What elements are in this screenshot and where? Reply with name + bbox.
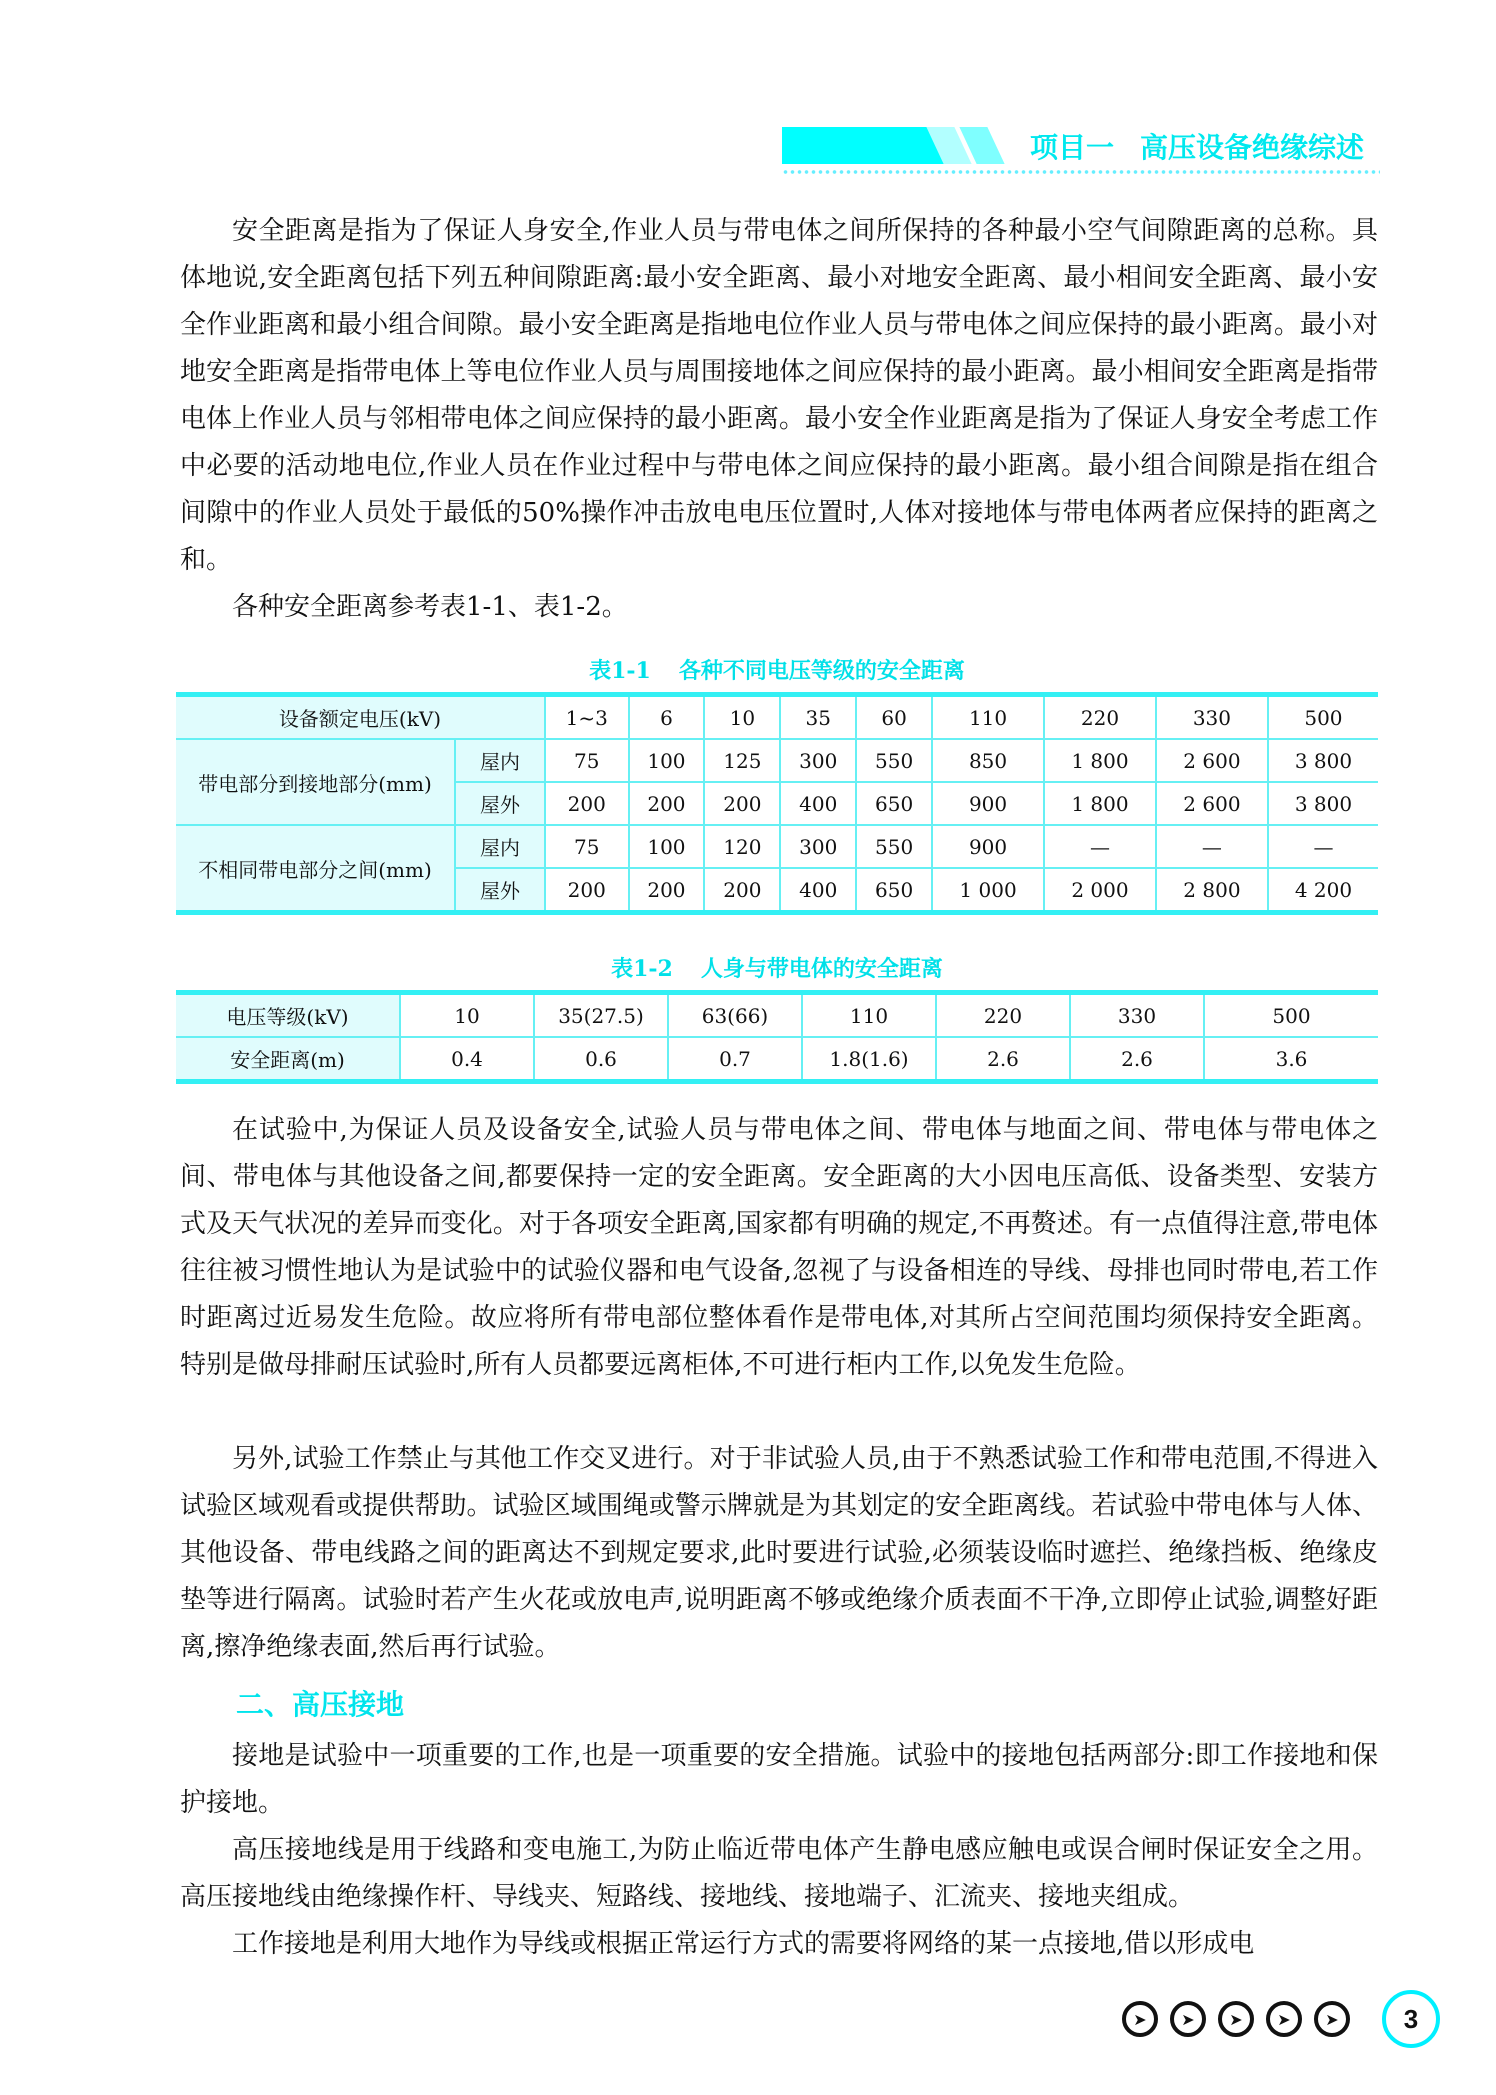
table-cell: — bbox=[1268, 825, 1378, 868]
arrow-circle-icon: ➤ bbox=[1266, 2001, 1302, 2037]
header-cell: 设备额定电压(kV) bbox=[176, 695, 545, 740]
header-cell: 330 bbox=[1156, 695, 1268, 740]
row-sub-label: 屋内 bbox=[455, 739, 545, 782]
header-cell: 10 bbox=[704, 695, 780, 740]
arrow-circle-icon: ➤ bbox=[1170, 2001, 1206, 2037]
table-row bbox=[176, 993, 1378, 1038]
table-cell: — bbox=[1044, 825, 1156, 868]
row-sub-label: 屋内 bbox=[455, 825, 545, 868]
row-label: 安全距离(m) bbox=[176, 1037, 400, 1082]
table-cell: 3.6 bbox=[1204, 1037, 1378, 1082]
paragraph: 高压接地线是用于线路和变电施工,为防止临近带电体产生静电感应触电或误合闸时保证安全之用。高压接地线由绝缘操作杆、导线夹、短路线、接地线、接地端子、汇流夹、接地夹组成。 bbox=[180, 1835, 1378, 1912]
arrow-circle-icon: ➤ bbox=[1314, 2001, 1350, 2037]
table-cell: 300 bbox=[780, 739, 856, 782]
header-cell: 110 bbox=[932, 695, 1044, 740]
table-row bbox=[176, 825, 1378, 868]
table-cell: 650 bbox=[856, 868, 932, 913]
table-cell: 550 bbox=[856, 739, 932, 782]
table-title: 各种不同电压等级的安全距离 bbox=[678, 658, 965, 684]
table-header-row bbox=[176, 695, 1378, 740]
header-cell: 220 bbox=[1044, 695, 1156, 740]
table-cell: 1 800 bbox=[1044, 739, 1156, 782]
table-cell: 35(27.5) bbox=[534, 993, 668, 1038]
table-cell: 3 800 bbox=[1268, 782, 1378, 825]
table-cell: 850 bbox=[932, 739, 1044, 782]
table-cell: 900 bbox=[932, 782, 1044, 825]
header-cell: 500 bbox=[1268, 695, 1378, 740]
table-cell: 4 200 bbox=[1268, 868, 1378, 913]
table-cell: 2.6 bbox=[1070, 1037, 1204, 1082]
table-cell: 3 800 bbox=[1268, 739, 1378, 782]
table-cell: 500 bbox=[1204, 993, 1378, 1038]
table-cell: 220 bbox=[936, 993, 1070, 1038]
table-cell: 200 bbox=[629, 868, 705, 913]
table-cell: 200 bbox=[629, 782, 705, 825]
table-cell: 200 bbox=[704, 868, 780, 913]
paragraph: 安全距离是指为了保证人身安全,作业人员与带电体之间所保持的各种最小空气间隙距离的总称。具体地说,安全距离包括下列五种间隙距离:最小安全距离、最小对地安全距离、最小相间安全距离、最小安全作业距离和最小组合间隙。最小安全距离是指地电位作业人员与带电体之间应保持的最小距离。最小对地安全距离是指带电体上等电位作业人员与周围接地体之间应保持的最小距离。最小相间安全距离是指带电体上作业人员与邻相带电体之间应保持的最小距离。最小安全作业距离是指为了保证人身安全考虑工作中必要的活动地电位,作业人员在作业过程中与带电体之间应保持的最小距离。最小组合间隙是指在组合间隙中的作业人员处于最低的50%操作冲击放电电压位置时,人体对接地体与带电体两者应保持的距离之和。 bbox=[180, 216, 1378, 575]
table-cell: 0.7 bbox=[668, 1037, 802, 1082]
table-caption bbox=[176, 952, 1378, 983]
table-cell: 550 bbox=[856, 825, 932, 868]
table-cell: 0.6 bbox=[534, 1037, 668, 1082]
row-group-label: 不相同带电部分之间(mm) bbox=[176, 825, 455, 913]
table-cell: 2 800 bbox=[1156, 868, 1268, 913]
paragraph: 各种安全距离参考表1-1、表1-2。 bbox=[232, 592, 628, 622]
header-cell: 60 bbox=[856, 695, 932, 740]
table-cell: 120 bbox=[704, 825, 780, 868]
table-cell: 75 bbox=[545, 739, 629, 782]
row-group-label: 带电部分到接地部分(mm) bbox=[176, 739, 455, 825]
table-title: 人身与带电体的安全距离 bbox=[700, 956, 943, 982]
chapter-title: 高压设备绝缘综述 bbox=[1140, 131, 1365, 164]
paragraph: 另外,试验工作禁止与其他工作交叉进行。对于非试验人员,由于不熟悉试验工作和带电范围,不得进入试验区域观看或提供帮助。试验区域围绳或警示牌就是为其划定的安全距离线。若试验中带电体与人体、其他设备、带电线路之间的距离达不到规定要求,此时要进行试验,必须装设临时遮拦、绝缘挡板、绝缘皮垫等进行隔离。试验时若产生火花或放电声,说明距离不够或绝缘介质表面不干净,立即停止试验,调整好距离,擦净绝缘表面,然后再行试验。 bbox=[180, 1444, 1378, 1662]
table-row bbox=[176, 739, 1378, 782]
table-cell: 10 bbox=[400, 993, 534, 1038]
page-number: 3 bbox=[1382, 1990, 1440, 2048]
table-cell: 300 bbox=[780, 825, 856, 868]
table-number: 表1-1 bbox=[589, 658, 651, 684]
table-personal-safety-distance bbox=[176, 990, 1378, 1084]
table-cell: 63(66) bbox=[668, 993, 802, 1038]
table-cell: 1.8(1.6) bbox=[802, 1037, 936, 1082]
table-cell: 2.6 bbox=[936, 1037, 1070, 1082]
header-dotted-rule bbox=[782, 170, 1380, 174]
project-number: 项目一 bbox=[1030, 131, 1115, 164]
table-cell: 330 bbox=[1070, 993, 1204, 1038]
table-cell: 200 bbox=[545, 782, 629, 825]
table-number: 表1-2 bbox=[611, 956, 673, 982]
table-cell: 100 bbox=[629, 739, 705, 782]
arrow-circle-icon: ➤ bbox=[1218, 2001, 1254, 2037]
table-cell: 1 000 bbox=[932, 868, 1044, 913]
header-cell: 1~3 bbox=[545, 695, 629, 740]
table-cell: 650 bbox=[856, 782, 932, 825]
table-cell: 400 bbox=[780, 782, 856, 825]
paragraph: 接地是试验中一项重要的工作,也是一项重要的安全措施。试验中的接地包括两部分:即工作接地和保护接地。 bbox=[180, 1741, 1378, 1818]
running-header bbox=[1030, 126, 1364, 166]
table-cell: 125 bbox=[704, 739, 780, 782]
paragraph: 在试验中,为保证人员及设备安全,试验人员与带电体之间、带电体与地面之间、带电体与带电体之间、带电体与其他设备之间,都要保持一定的安全距离。安全距离的大小因电压高低、设备类型、安装方式及天气状况的差异而变化。对于各项安全距离,国家都有明确的规定,不再赘述。有一点值得注意,带电体往往被习惯性地认为是试验中的试验仪器和电气设备,忽视了与设备相连的导线、母排也同时带电,若工作时距离过近易发生危险。故应将所有带电部位整体看作是带电体,对其所占空间范围均须保持安全距离。特别是做母排耐压试验时,所有人员都要远离柜体,不可进行柜内工作,以免发生危险。 bbox=[180, 1115, 1378, 1380]
table-cell: 2 000 bbox=[1044, 868, 1156, 913]
table-cell: — bbox=[1156, 825, 1268, 868]
row-label: 电压等级(kV) bbox=[176, 993, 400, 1038]
table-cell: 200 bbox=[704, 782, 780, 825]
table-safety-distances-by-voltage bbox=[176, 692, 1378, 915]
paragraph: 工作接地是利用大地作为导线或根据正常运行方式的需要将网络的某一点接地,借以形成电 bbox=[232, 1929, 1255, 1959]
table-cell: 110 bbox=[802, 993, 936, 1038]
table-cell: 0.4 bbox=[400, 1037, 534, 1082]
table-caption bbox=[176, 654, 1378, 685]
table-cell: 1 800 bbox=[1044, 782, 1156, 825]
header-cell: 35 bbox=[780, 695, 856, 740]
page-footer bbox=[1122, 1990, 1440, 2048]
row-sub-label: 屋外 bbox=[455, 782, 545, 825]
row-sub-label: 屋外 bbox=[455, 868, 545, 913]
section-heading: 二、高压接地 bbox=[236, 1688, 405, 1721]
header-cell: 6 bbox=[629, 695, 705, 740]
table-cell: 200 bbox=[545, 868, 629, 913]
table-cell: 900 bbox=[932, 825, 1044, 868]
table-cell: 2 600 bbox=[1156, 739, 1268, 782]
table-cell: 400 bbox=[780, 868, 856, 913]
table-cell: 75 bbox=[545, 825, 629, 868]
table-cell: 100 bbox=[629, 825, 705, 868]
table-row bbox=[176, 1037, 1378, 1082]
table-cell: 2 600 bbox=[1156, 782, 1268, 825]
arrow-circle-icon: ➤ bbox=[1122, 2001, 1158, 2037]
